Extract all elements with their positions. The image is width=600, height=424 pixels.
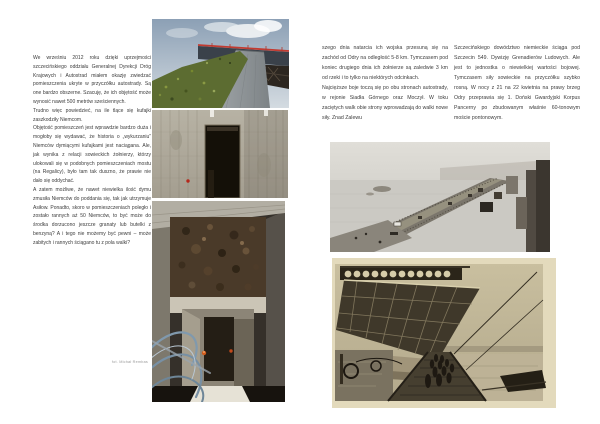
photo-concrete-wall-doorway bbox=[152, 110, 288, 198]
paragraph: Najcięższe boje toczą się po obu stronach autostrady, w rejonie Siadła Górnego oraz Moczył. W toku zaciętych walk obie strony wprowadzają do walki nowe siły. Znad Zalewu bbox=[322, 85, 449, 121]
motorway-bridge-image bbox=[152, 19, 289, 108]
photo-chamber-interior-shaft bbox=[152, 201, 285, 402]
right-page-column-right bbox=[454, 43, 580, 123]
right-page bbox=[300, 0, 600, 424]
pontoon-bridge-image bbox=[330, 142, 550, 252]
paragraph: Trudno więc powiedzieć, na ile tlące się kufajki zaszkodziły Niemcom. bbox=[33, 107, 151, 123]
chamber-interior-image bbox=[152, 201, 285, 402]
concrete-doorway-image bbox=[152, 110, 288, 198]
right-page-text-columns bbox=[322, 43, 580, 123]
photo-motorway-bridge-abutment bbox=[152, 19, 289, 108]
paragraph: A zatem możliwe, że nawet niewielka ilość dymu zmusiła Niemców do poddania się, tak jak utrzymuje Asiłow. Ponadto, skoro w pomieszczeniach poległo i zostało rannych aż 50 Niemców, to być może do środka dorzucono jeszcze granaty lub butelki z benzyną? A i tego nie możemy być pewni – może zabitych i rannych ściągano tu z pola walki? bbox=[33, 186, 151, 246]
soldiers-crossing-image bbox=[332, 258, 556, 408]
paragraph: We wrześniu 2012 roku dzięki uprzejmości szczecińskiego oddziału Generalnej Dyrekcji Dróg Krajowych i Autostrad miałem okazję zwiedzać pomieszczenia ukryte w przyczółku autostrady. Są one bardzo obszerne. Szacuję, że ich objętość może wynosić nawet 500 metrów sześciennych. bbox=[33, 55, 151, 105]
paragraph: Szczecińskiego dowództwo niemieckie ściąga pod Szczecin 549. Dywizję Grenadierów Ludowych. Ale jest to jednostka o niewielkiej wartości bojowej. Tymczasem siły sowieckie na przyczółku szybko rosną. W nocy z 21 na 22 kwietnia na prawy brzeg Odry przeprawia się 1. Doński Gwardyjski Korpus Pancerny po zbudowanym właśnie 60-tonowym moście pontonowym. bbox=[454, 45, 580, 121]
paragraph: Objętość pomieszczeń jest wprawdzie bardzo duża i mogłoby się wydawać, że historia o „wykurzaniu” Niemców dymiącymi kufajkami jest naciągana. Ale, jak wynika z relacji sowieckich żołnierzy, którzy ulokowali się w podobnych pomieszczeniach mostu (na Regalicy), było tam tak duszno, że prawie nie dało się oddychać. bbox=[33, 125, 151, 185]
paragraph: szego dnia natarcia ich wojska przesuną się na zachód od Odry na odległość 5-8 km. Tymczasem pod koniec drugiego dnia ich żołnierze są zaledwie 3 km od rzeki i to tylko na niektórych odcinkach. bbox=[322, 45, 448, 81]
left-page-text-column bbox=[33, 54, 151, 248]
photo-pontoon-bridge-oder bbox=[330, 142, 550, 252]
right-page-column-left bbox=[322, 43, 448, 123]
photo-credit: fot. Michał Rembas bbox=[111, 360, 148, 364]
photo-soldiers-crossing-footbridge bbox=[332, 258, 556, 408]
